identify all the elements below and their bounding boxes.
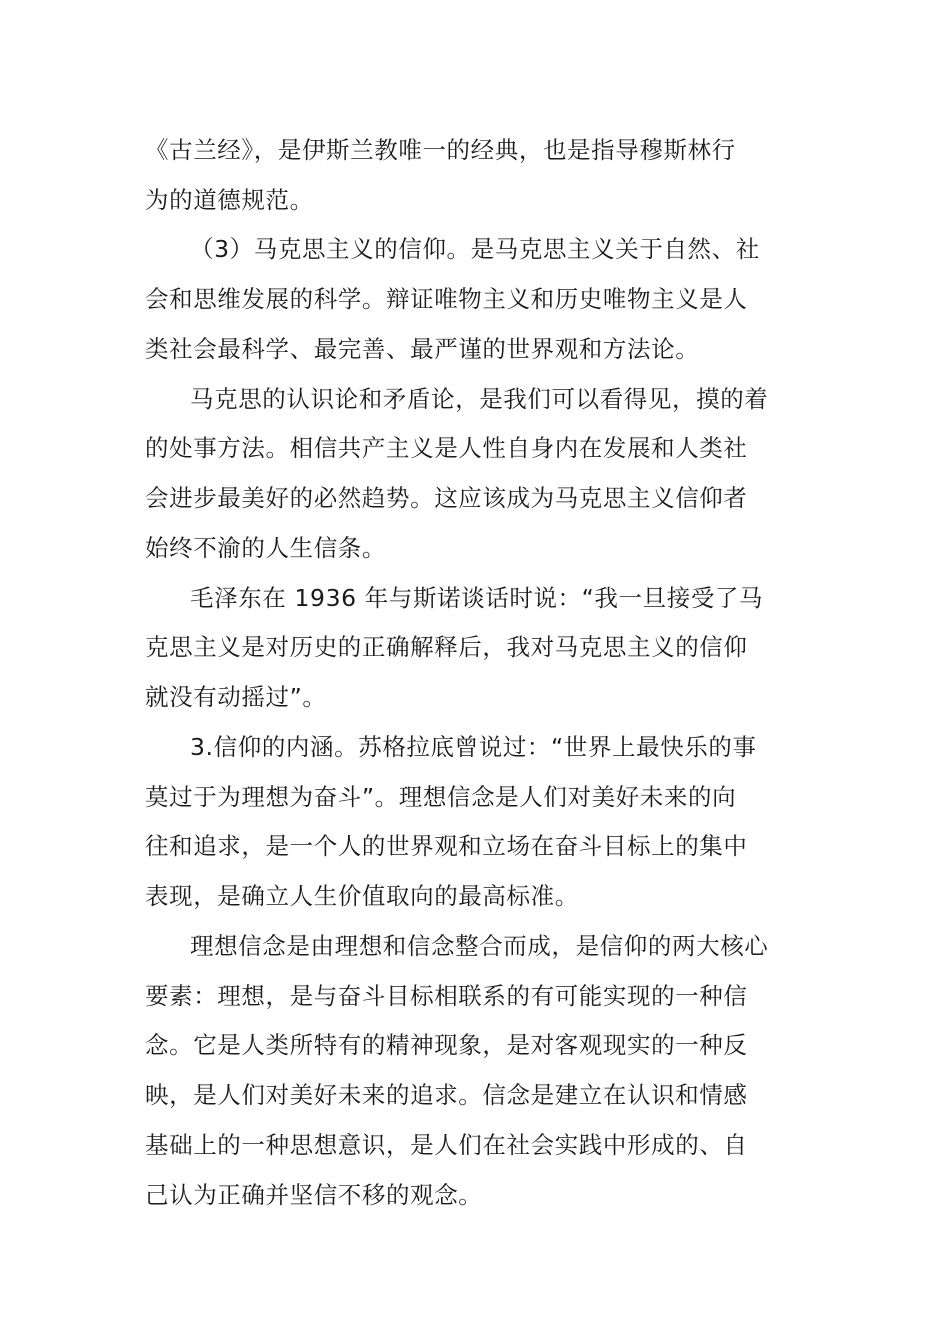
text-line: 的处事方法。相信共产主义是人性自身内在发展和人类社 bbox=[145, 434, 748, 462]
text-line: 莫过于为理想为奋斗”。理想信念是人们对美好未来的向 bbox=[145, 783, 737, 811]
paragraph-first-line: 3.信仰的内涵。苏格拉底曾说过：“世界上最快乐的事 bbox=[190, 733, 757, 761]
text-line: 映，是人们对美好未来的追求。信念是建立在认识和情感 bbox=[145, 1081, 748, 1109]
text-line: 始终不渝的人生信条。 bbox=[145, 534, 386, 562]
text-line: 《古兰经》，是伊斯兰教唯一的经典，也是指导穆斯林行 bbox=[145, 136, 736, 164]
paragraph-first-line: 毛泽东在 1936 年与斯诺谈话时说：“我一旦接受了马 bbox=[190, 584, 764, 612]
text-line: 己认为正确并坚信不移的观念。 bbox=[145, 1181, 483, 1209]
text-line: 为的道德规范。 bbox=[145, 186, 314, 214]
paragraph-first-line: 马克思的认识论和矛盾论，是我们可以看得见，摸的着 bbox=[190, 385, 769, 413]
paragraph-first-line: （3）马克思主义的信仰。是马克思主义关于自然、社 bbox=[190, 235, 760, 263]
text-line: 类社会最科学、最完善、最严谨的世界观和方法论。 bbox=[145, 335, 700, 363]
text-line: 会和思维发展的科学。辩证唯物主义和历史唯物主义是人 bbox=[145, 285, 748, 313]
text-line: 基础上的一种思想意识，是人们在社会实践中形成的、自 bbox=[145, 1131, 748, 1159]
text-line: 要素：理想，是与奋斗目标相联系的有可能实现的一种信 bbox=[145, 982, 748, 1010]
text-line: 就没有动摇过”。 bbox=[145, 683, 327, 711]
text-line: 表现，是确立人生价值取向的最高标准。 bbox=[145, 882, 579, 910]
text-line: 克思主义是对历史的正确解释后，我对马克思主义的信仰 bbox=[145, 633, 748, 661]
paragraph-first-line: 理想信念是由理想和信念整合而成，是信仰的两大核心 bbox=[190, 932, 769, 960]
text-line: 往和追求，是一个人的世界观和立场在奋斗目标上的集中 bbox=[145, 832, 748, 860]
text-line: 念。它是人类所特有的精神现象，是对客观现实的一种反 bbox=[145, 1031, 748, 1059]
text-line: 会进步最美好的必然趋势。这应该成为马克思主义信仰者 bbox=[145, 484, 748, 512]
